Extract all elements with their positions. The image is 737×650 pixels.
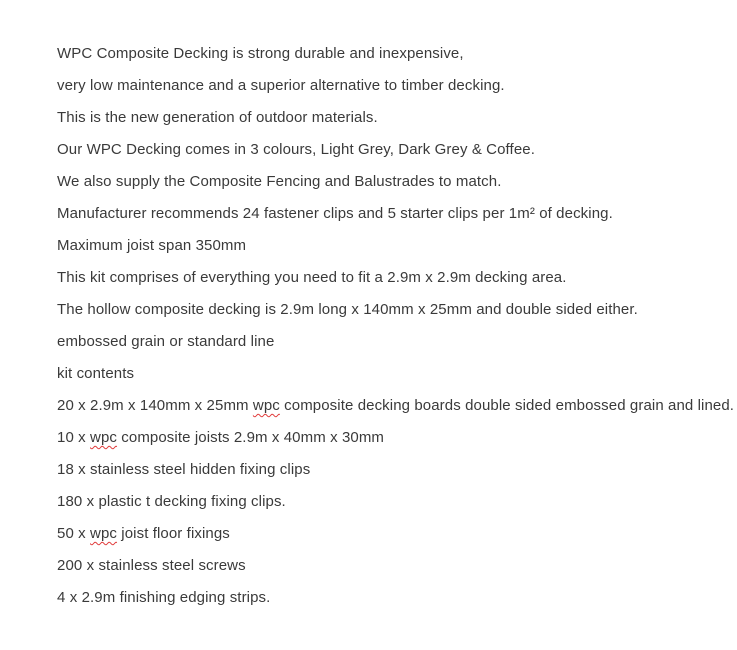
text-line: 18 x stainless steel hidden fixing clips bbox=[57, 461, 311, 478]
text-line: very low maintenance and a superior alternative to timber decking. bbox=[57, 77, 505, 94]
line-segment: 20 x 2.9m x 140mm x 25mm bbox=[57, 397, 253, 414]
text-line: 200 x stainless steel screws bbox=[57, 557, 246, 574]
text-line bbox=[57, 422, 697, 454]
misspelled-word: wpc bbox=[252, 397, 280, 414]
text-line: This is the new generation of outdoor materials. bbox=[57, 109, 378, 126]
text-line: We also supply the Composite Fencing and Balustrades to match. bbox=[57, 173, 502, 190]
text-line bbox=[57, 390, 735, 422]
line-segment: composite joists 2.9m x 40mm x 30mm bbox=[117, 429, 385, 446]
misspelled-word: wpc bbox=[90, 525, 118, 542]
line-segment: composite decking boards double sided embossed grain and lined. bbox=[279, 397, 735, 414]
text-line: 4 x 2.9m finishing edging strips. bbox=[57, 589, 271, 606]
text-line: Maximum joist span 350mm bbox=[57, 237, 247, 254]
line-segment: 50 x bbox=[57, 525, 91, 542]
line-segment: 10 x bbox=[57, 429, 91, 446]
text-line bbox=[57, 518, 697, 550]
text-line: The hollow composite decking is 2.9m long x 140mm x 25mm and double sided either. bbox=[57, 301, 638, 318]
text-line: Manufacturer recommends 24 fastener clips and 5 starter clips per 1m² of decking. bbox=[57, 205, 613, 222]
text-line: Our WPC Decking comes in 3 colours, Light Grey, Dark Grey & Coffee. bbox=[57, 141, 535, 158]
text-line: This kit comprises of everything you need to fit a 2.9m x 2.9m decking area. bbox=[57, 269, 567, 286]
text-line: 180 x plastic t decking fixing clips. bbox=[57, 493, 286, 510]
text-line: embossed grain or standard line bbox=[57, 333, 275, 350]
line-segment: joist floor fixings bbox=[117, 525, 230, 542]
text-line: kit contents bbox=[57, 365, 135, 382]
misspelled-word: wpc bbox=[90, 429, 118, 446]
text-line: WPC Composite Decking is strong durable and inexpensive, bbox=[57, 45, 464, 62]
